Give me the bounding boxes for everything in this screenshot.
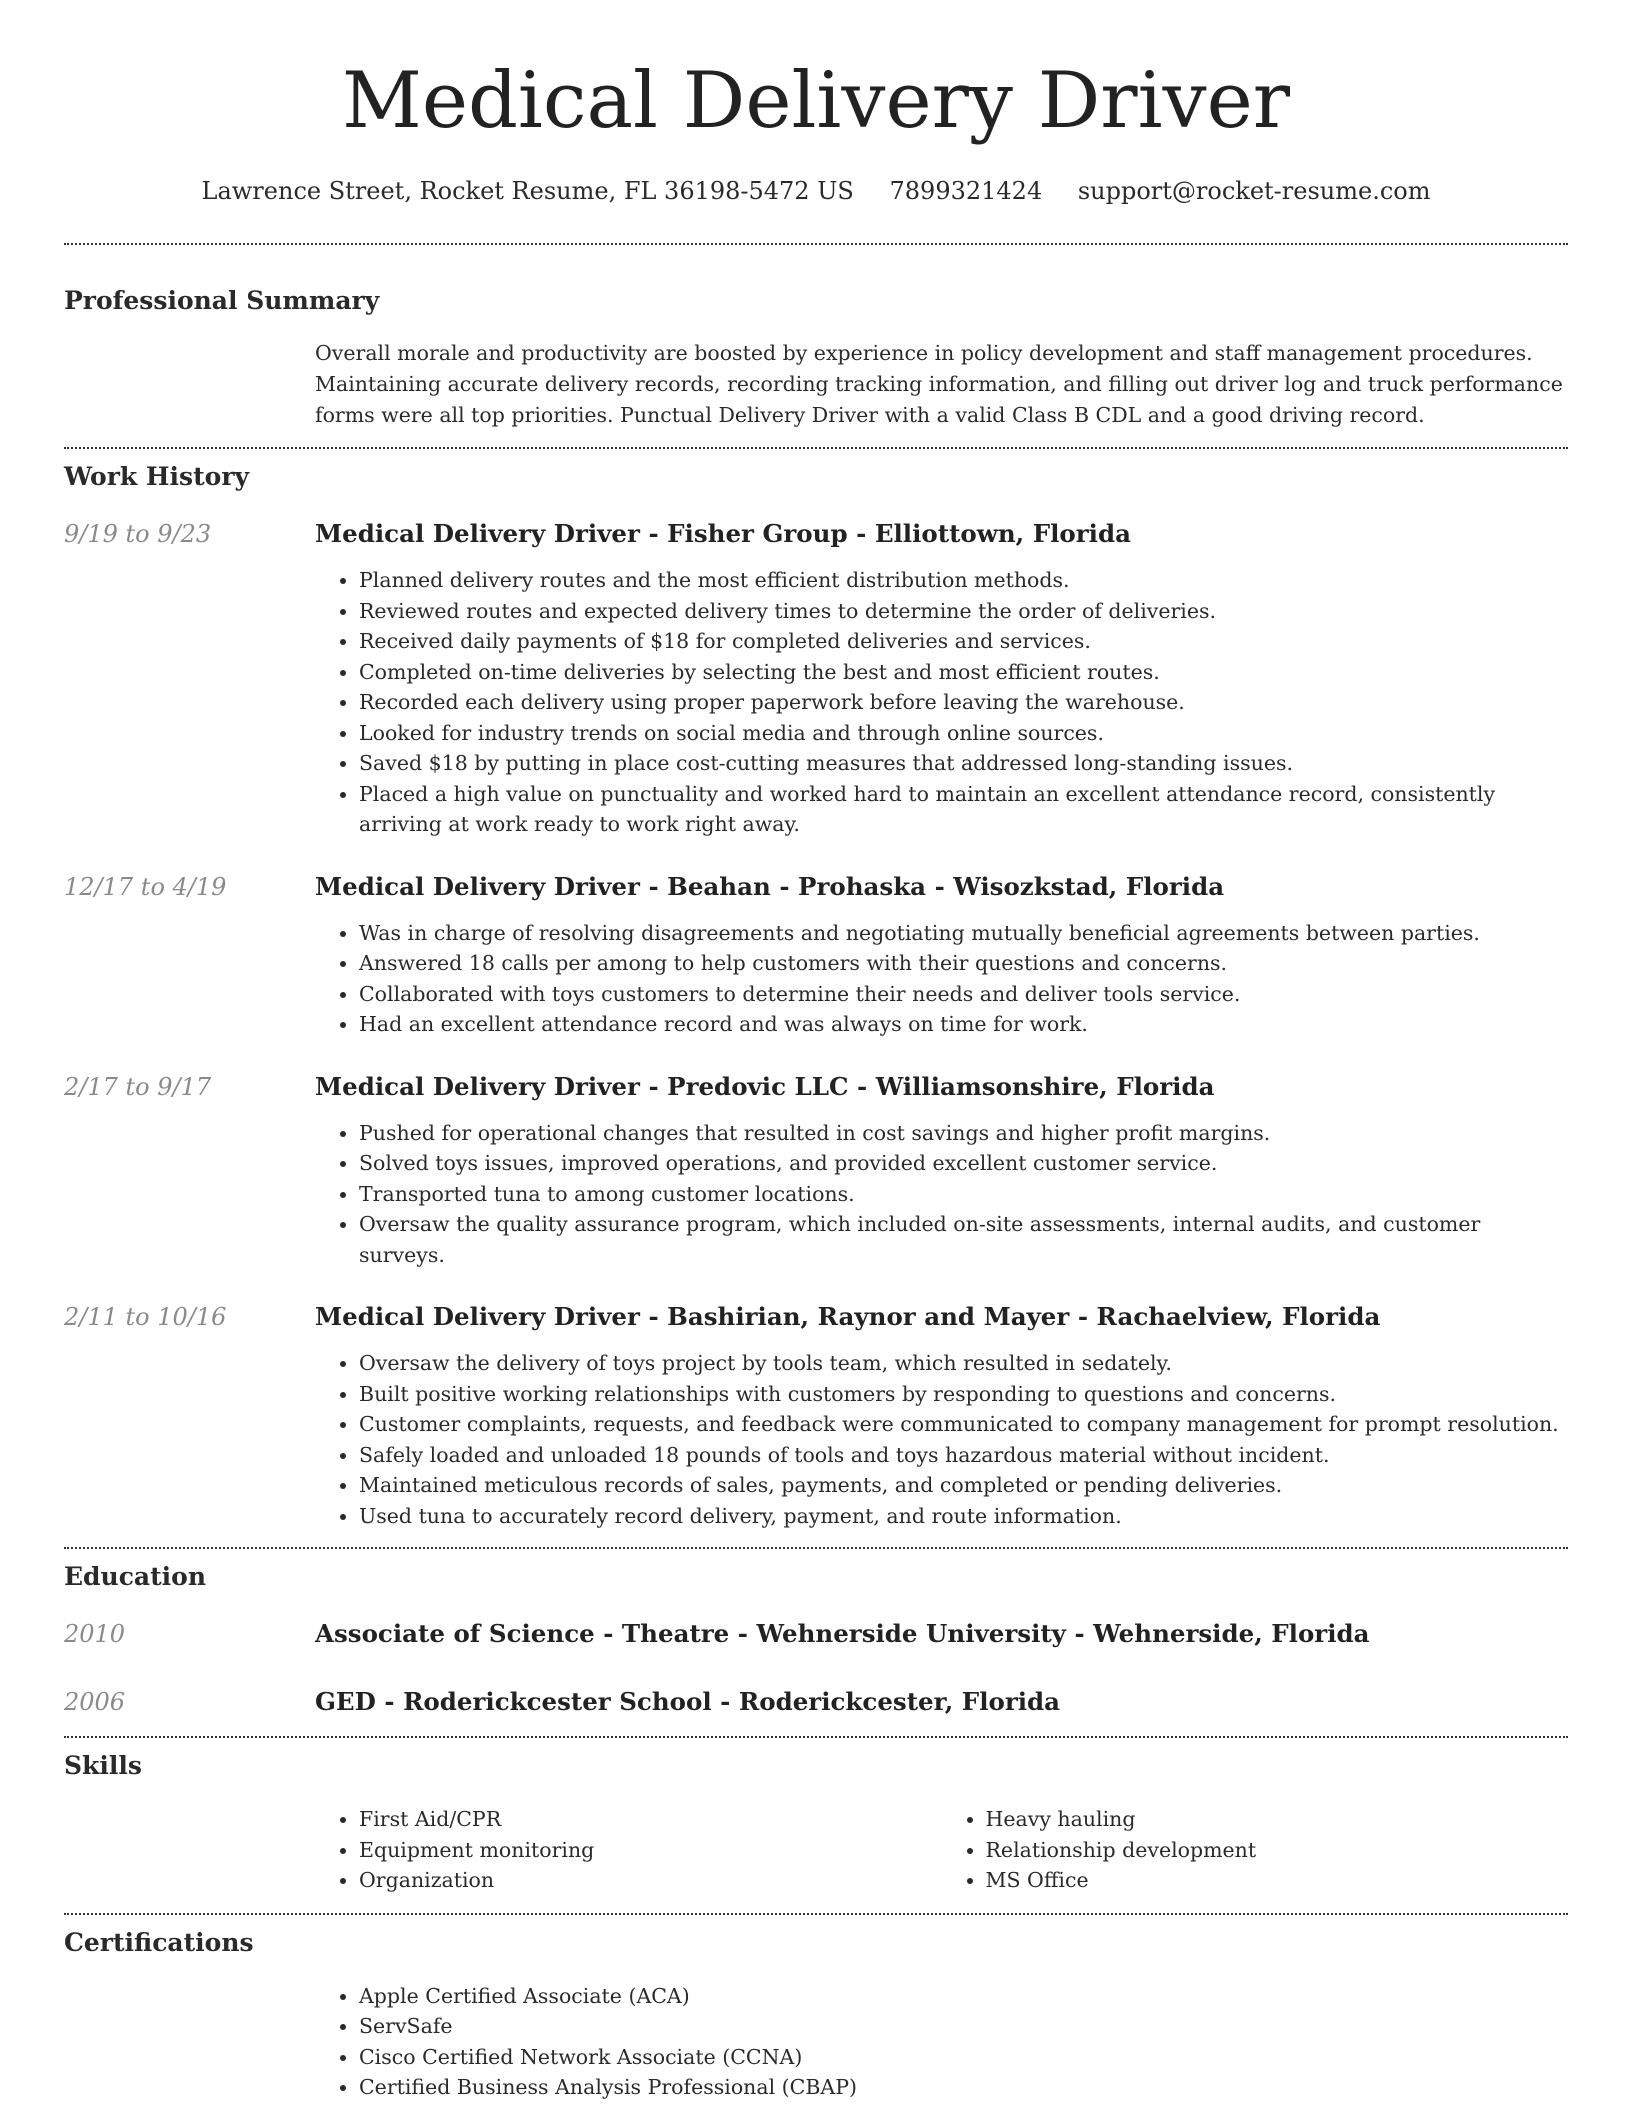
list-item: • Certified Business Analysis Professional (CBAP) xyxy=(359,2072,1568,2103)
list-item: • Heavy hauling xyxy=(986,1804,1569,1835)
list-item: • Looked for industry trends on social media and through online sources. xyxy=(359,718,1568,749)
job-bullets xyxy=(315,565,1568,840)
job-entry xyxy=(64,872,1568,1040)
job-bullets xyxy=(315,918,1568,1040)
list-item: • Relationship development xyxy=(986,1835,1569,1866)
list-item: • Collaborated with toys customers to determine their needs and deliver tools service. xyxy=(359,979,1568,1010)
education-entry xyxy=(64,1619,1568,1649)
job-dates: 2/17 to 9/17 xyxy=(64,1072,212,1101)
candidate-name: Medical Delivery Driver xyxy=(341,56,1291,146)
job-dates: 9/19 to 9/23 xyxy=(64,520,212,548)
list-item: • Recorded each delivery using proper paperwork before leaving the warehouse. xyxy=(359,687,1568,718)
education-year: 2006 xyxy=(64,1688,126,1716)
job-dates: 2/11 to 10/16 xyxy=(64,1303,227,1331)
list-item: • First Aid/CPR xyxy=(359,1804,942,1835)
job-dates: 12/17 to 4/19 xyxy=(64,872,227,901)
list-item: • Apple Certified Associate (ACA) xyxy=(359,1981,1568,2012)
list-item: • Saved $18 by putting in place cost-cutting measures that addressed long-standing issues. xyxy=(359,748,1568,779)
job-title: Medical Delivery Driver - Predovic LLC - Williamsonshire, Florida xyxy=(315,1071,1215,1101)
list-item: • Equipment monitoring xyxy=(359,1835,942,1866)
job-title: Medical Delivery Driver - Fisher Group - Elliottown, Florida xyxy=(315,519,1131,548)
education-title-line: GED - Roderickcester School - Roderickcester, Florida xyxy=(315,1687,1061,1716)
list-item: • Organization xyxy=(359,1865,942,1896)
summary-title: Professional Summary xyxy=(64,286,380,315)
certifications-section xyxy=(64,1915,1568,2103)
work-history-section xyxy=(64,449,1568,1531)
certifications-list xyxy=(315,1981,1568,2103)
job-title: Medical Delivery Driver - Beahan - Prohaska - Wisozkstad, Florida xyxy=(315,871,1225,901)
list-item: • Completed on-time deliveries by selecting the best and most efficient routes. xyxy=(359,657,1568,688)
list-item: • Pushed for operational changes that resulted in cost savings and higher profit margins. xyxy=(359,1118,1568,1149)
list-item: • Oversaw the quality assurance program, which included on-site assessments, internal audits, and customer surveys. xyxy=(359,1209,1568,1270)
summary-section xyxy=(64,245,1568,431)
contact-phone: 7899321424 xyxy=(889,177,1043,205)
list-item: • Had an excellent attendance record and was always on time for work. xyxy=(359,1009,1568,1040)
contact-line xyxy=(64,176,1568,206)
list-item: • Built positive working relationships with customers by responding to questions and concerns. xyxy=(359,1379,1568,1410)
work-history-title: Work History xyxy=(64,462,250,491)
resume-page xyxy=(64,0,1568,2103)
list-item: • Was in charge of resolving disagreements and negotiating mutually beneficial agreements between parties. xyxy=(359,918,1568,949)
list-item: • Placed a high value on punctuality and worked hard to maintain an excellent attendance record, consistently arriving at work ready to work right away. xyxy=(359,779,1568,840)
list-item: • Maintained meticulous records of sales, payments, and completed or pending deliveries. xyxy=(359,1470,1568,1501)
list-item: • Received daily payments of $18 for completed deliveries and services. xyxy=(359,626,1568,657)
contact-email: support@rocket-resume.com xyxy=(1077,177,1431,205)
skills-list-left xyxy=(315,1804,942,1896)
list-item: • Safely loaded and unloaded 18 pounds of tools and toys hazardous material without incident. xyxy=(359,1440,1568,1471)
job-entry xyxy=(64,519,1568,840)
education-entry xyxy=(64,1687,1568,1717)
job-bullets xyxy=(315,1118,1568,1271)
skills-list-right xyxy=(942,1804,1569,1896)
list-item: • Oversaw the delivery of toys project by tools team, which resulted in sedately. xyxy=(359,1348,1568,1379)
job-entry xyxy=(64,1072,1568,1271)
list-item: • MS Office xyxy=(986,1865,1569,1896)
education-title-line: Associate of Science - Theatre - Wehnerside University - Wehnerside, Florida xyxy=(315,1619,1370,1648)
list-item: • Answered 18 calls per among to help customers with their questions and concerns. xyxy=(359,948,1568,979)
list-item: • Transported tuna to among customer locations. xyxy=(359,1179,1568,1210)
list-item: • Used tuna to accurately record delivery, payment, and route information. xyxy=(359,1501,1568,1532)
skills-title: Skills xyxy=(64,1751,142,1780)
education-section xyxy=(64,1549,1568,1717)
contact-address: Lawrence Street, Rocket Resume, FL 36198-5472 US xyxy=(201,177,854,205)
skills-section xyxy=(64,1738,1568,1896)
list-item: • Cisco Certified Network Associate (CCNA) xyxy=(359,2042,1568,2073)
list-item: • Solved toys issues, improved operations, and provided excellent customer service. xyxy=(359,1148,1568,1179)
skills-grid xyxy=(315,1804,1568,1896)
job-title: Medical Delivery Driver - Bashirian, Raynor and Mayer - Rachaelview, Florida xyxy=(315,1302,1381,1331)
education-year: 2010 xyxy=(64,1620,126,1648)
education-title: Education xyxy=(64,1562,207,1591)
list-item: • Customer complaints, requests, and feedback were communicated to company management for prompt resolution. xyxy=(359,1409,1568,1440)
job-bullets xyxy=(315,1348,1568,1531)
summary-text: Overall morale and productivity are boosted by experience in policy development and staff management procedures. Maintaining accurate delivery records, recording tracking information, and filling out driver log and truck performance forms were all top priorities. Punctual Delivery Driver with a valid Class B CDL and a good driving record. xyxy=(315,341,1563,427)
job-entry xyxy=(64,1302,1568,1531)
list-item: • ServSafe xyxy=(359,2011,1568,2042)
list-item: • Planned delivery routes and the most efficient distribution methods. xyxy=(359,565,1568,596)
certifications-title: Certifications xyxy=(64,1927,254,1957)
list-item: • Reviewed routes and expected delivery times to determine the order of deliveries. xyxy=(359,596,1568,627)
